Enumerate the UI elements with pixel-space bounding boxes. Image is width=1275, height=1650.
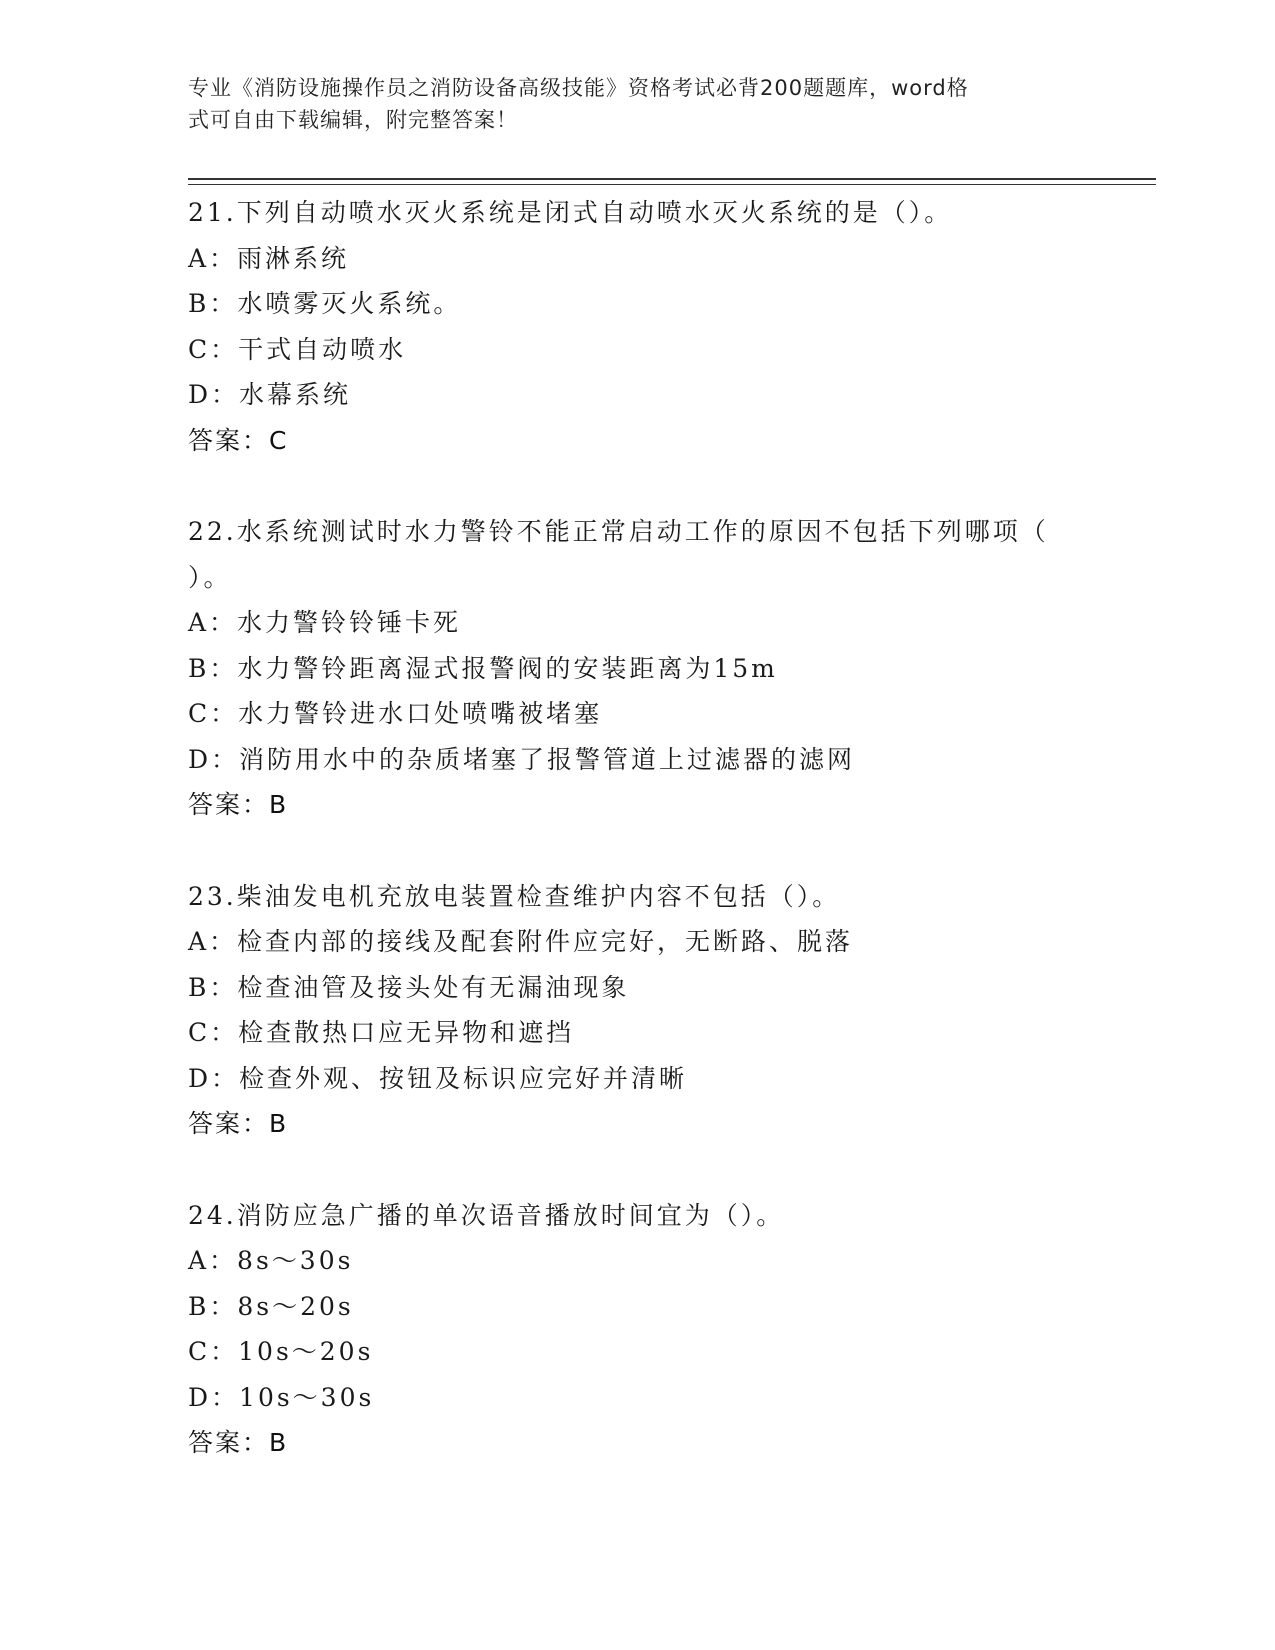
option-b: B：8s～20s — [188, 1291, 354, 1321]
option-d: D：10s～30s — [188, 1382, 375, 1412]
question-21 — [188, 190, 1088, 463]
option-b: B：水喷雾灭火系统。 — [188, 289, 462, 318]
option-d: D：消防用水中的杂质堵塞了报警管道上过滤器的滤网 — [188, 744, 856, 774]
question-23 — [188, 874, 1088, 1147]
header-line-2: 式可自由下载编辑，附完整答案！ — [188, 108, 518, 132]
question-stem: 24.消防应急广播的单次语音播放时间宜为（）。 — [188, 1200, 785, 1230]
document-header — [188, 72, 1088, 136]
option-a: A：检查内部的接线及配套附件应完好，无断路、脱落 — [188, 927, 854, 956]
option-d: D：检查外观、按钮及标识应完好并清晰 — [188, 1063, 688, 1093]
option-a: A：8s～30s — [188, 1246, 354, 1275]
option-d: D：水幕系统 — [188, 380, 352, 409]
answer-label: 答案：C — [188, 425, 289, 455]
option-b: B：水力警铃距离湿式报警阀的安装距离为15m — [188, 653, 778, 683]
header-divider-thin — [188, 184, 1156, 185]
answer-label: 答案：B — [188, 790, 289, 819]
option-a: A：雨淋系统 — [188, 243, 350, 273]
answer-label: 答案：B — [188, 1428, 289, 1457]
header-line-1: 专业《消防设施操作员之消防设备高级技能》资格考试必背200题题库，word格 — [188, 76, 969, 100]
answer-label: 答案：B — [188, 1109, 289, 1138]
question-stem: 21.下列自动喷水灭火系统是闭式自动喷水灭火系统的是（）。 — [188, 198, 953, 227]
header-divider-thick — [188, 178, 1156, 180]
option-c: C：干式自动喷水 — [188, 334, 407, 364]
option-c: C：10s～20s — [188, 1337, 374, 1366]
option-c: C：水力警铃进水口处喷嘴被堵塞 — [188, 699, 603, 728]
question-24 — [188, 1193, 1088, 1466]
question-22 — [188, 509, 1088, 828]
question-list — [188, 190, 1088, 1512]
question-stem-continued: ）。 — [188, 562, 232, 592]
question-stem: 22.水系统测试时水力警铃不能正常启动工作的原因不包括下列哪项（ — [188, 517, 1049, 546]
question-stem: 23.柴油发电机充放电装置检查维护内容不包括（）。 — [188, 881, 841, 911]
option-c: C：检查散热口应无异物和遮挡 — [188, 1018, 575, 1047]
option-a: A：水力警铃铃锤卡死 — [188, 608, 462, 637]
option-b: B：检查油管及接头处有无漏油现象 — [188, 972, 630, 1002]
